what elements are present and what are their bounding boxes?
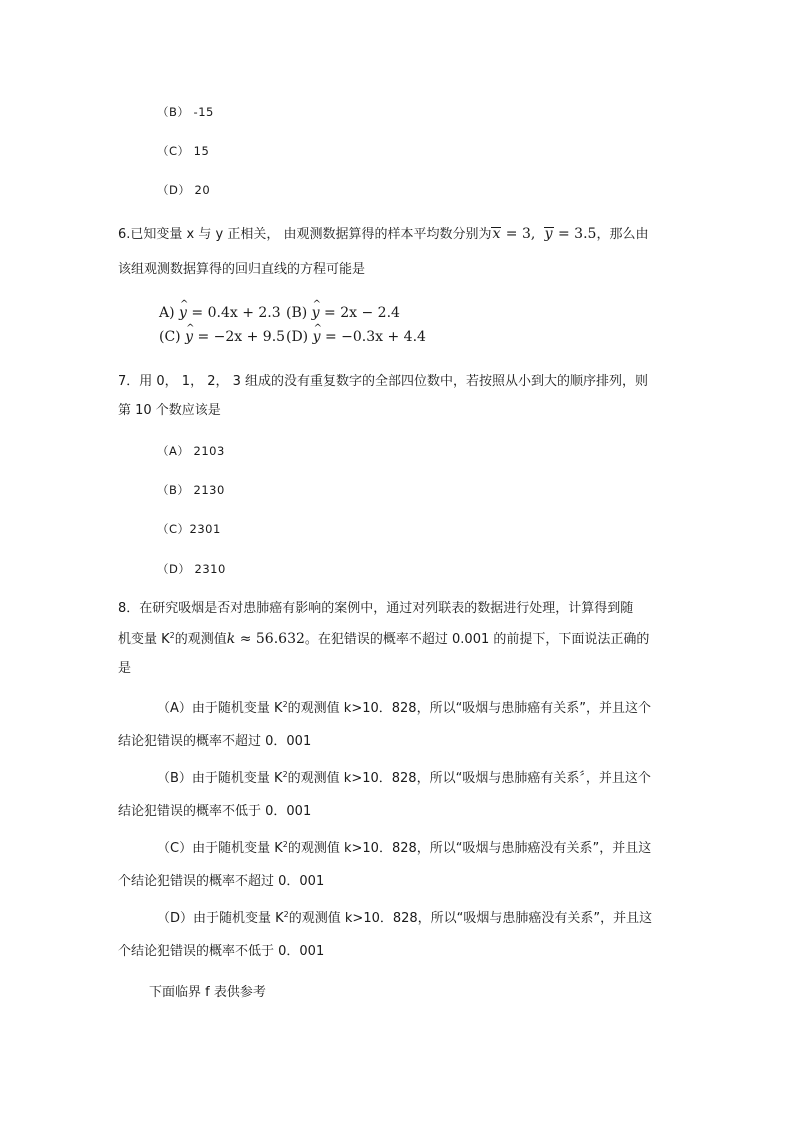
q5-option-b: （B） -15	[157, 105, 214, 119]
q8-option-c-line1: （C）由于随机变量 $K^2$的观测值 k>10．828，所以“吸烟与患肺癌没有关系”，并且这	[157, 840, 652, 856]
q6-option-c: (C) ^ y = −2x + 9.5	[159, 326, 286, 348]
q7-option-b: （B） 2130	[157, 483, 225, 497]
q8-option-d-line1: （D）由于随机变量 $K^2$的观测值 k>10．828，所以“吸烟与患肺癌没有关系”，并且这	[157, 910, 653, 926]
q8-k-superscript: 2	[169, 631, 175, 640]
q5-option-d: （D） 20	[157, 183, 211, 197]
q8-option-d-line2: 个结论犯错误的概率不低于 0．001	[118, 944, 325, 959]
q7-stem-line1: 7．用 0， 1， 2， 3 组成的没有重复数字的全部四位数中，若按照从小到大的顺序排列，则	[118, 374, 649, 389]
q7-option-c: （C）2301	[157, 522, 221, 536]
q8-option-b-line1: （B）由于随机变量 $K^2$的观测值 k>10．828，所以“吸烟与患肺癌有关系〞，并且这个	[157, 770, 651, 786]
q6-xbar: x = 3,	[492, 226, 536, 242]
q6-options-row1	[159, 302, 400, 324]
q8-stem-line3: 是	[118, 661, 132, 676]
q7-stem-line2: 第 10 个数应该是	[118, 403, 221, 418]
q6-stem-line1	[118, 224, 648, 245]
q6-stem-pre: 6.已知变量 x 与 y 正相关， 由观测数据算得的样本平均数分别为	[118, 227, 492, 242]
q6-option-d: (D) ^ y = −0.3x + 4.4	[286, 326, 426, 348]
q8-option-a-line2: 结论犯错误的概率不超过 0．001	[118, 734, 312, 749]
q7-option-d: （D） 2310	[157, 562, 226, 576]
q6-options-row2	[159, 326, 426, 348]
q8-option-b-line2: 结论犯错误的概率不低于 0．001	[118, 804, 312, 819]
footer-note: 下面临界 f 表供参考	[149, 985, 266, 1000]
q7-option-a: （A） 2103	[157, 444, 225, 458]
q8-stem-line2: 机变量 $K^2$的观测值k ≈ 56.632。在犯错误的概率不超过 0.001 的前提下，下面说法正确的	[118, 631, 650, 647]
q8-option-a-line1: （A）由于随机变量 $K^2$的观测值 k>10．828，所以“吸烟与患肺癌有关系”，并且这个	[157, 700, 652, 716]
q6-stem-line2: 该组观测数据算得的回归直线的方程可能是	[118, 262, 366, 277]
q6-option-a: A) ^ y = 0.4x + 2.3	[159, 302, 286, 324]
q6-option-b: (B) ^ y = 2x − 2.4	[286, 302, 400, 324]
q8-option-c-line2: 个结论犯错误的概率不超过 0．001	[118, 874, 325, 889]
q8-k-value: k ≈ 56.632	[226, 631, 305, 647]
q8-stem-line1: 8．在研究吸烟是否对患肺癌有影响的案例中，通过对列联表的数据进行处理，计算得到随	[118, 601, 634, 616]
q5-option-c: （C） 15	[157, 144, 210, 158]
q6-stem-post: ，那么由	[596, 227, 649, 242]
q6-ybar: y = 3.5	[544, 226, 597, 242]
